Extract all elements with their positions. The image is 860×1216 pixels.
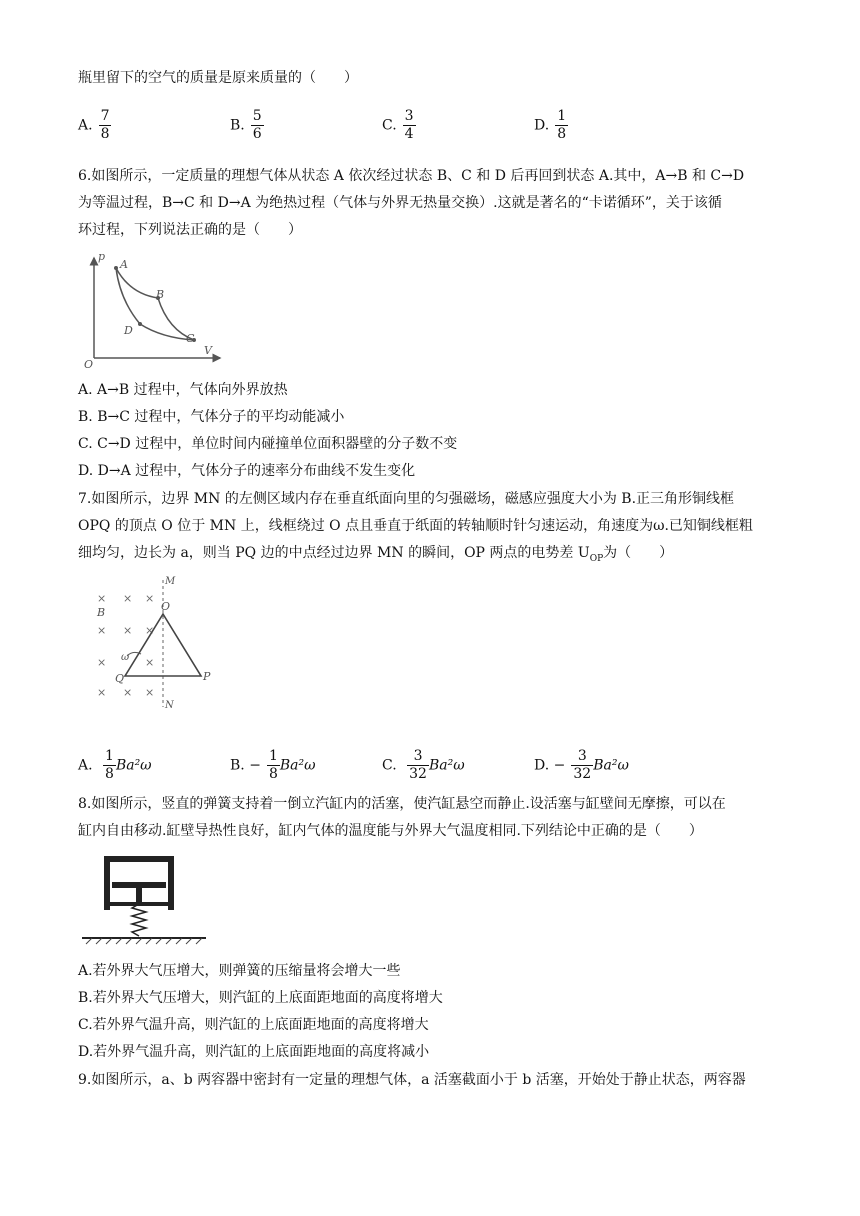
q5-option-c[interactable]: C. $\frac{3}{4}$ <box>382 108 414 142</box>
m-label: M <box>165 576 176 587</box>
origin-label: O <box>84 358 94 370</box>
q7-option-c[interactable]: C. $\frac{3}{32}$ Ba²ω <box>382 748 465 782</box>
point-d-label: D <box>124 324 133 337</box>
q7-option-d[interactable]: D. − $\frac{3}{32}$ Ba²ω <box>534 748 629 782</box>
q6-stem-line2: 为等温过程，B→C 和 D→A 为绝热过程（气体与外界无热量交换）.这就是著名的“卡诺循环”，关于该循 <box>78 195 722 211</box>
o-label: O <box>161 600 171 613</box>
point-b-label: B <box>156 288 165 301</box>
q7-option-a[interactable]: A. $\frac{1}{8}$ Ba²ω <box>78 748 152 782</box>
q8-option-d[interactable]: D.若外界气温升高，则汽缸的上底面距地面的高度将减小 <box>78 1044 430 1060</box>
q7-magnetic-field-diagram <box>85 572 245 710</box>
q8-stem-line2: 缸内自由移动.缸壁导热性良好，缸内气体的温度能与外界大气温度相同.下列结论中正确的是（ ） <box>78 823 703 839</box>
b-label: B <box>97 606 106 619</box>
q8-option-c[interactable]: C.若外界气温升高，则汽缸的上底面距地面的高度将增大 <box>78 1017 429 1033</box>
q5-option-a[interactable]: A. $\frac{7}{8}$ <box>78 108 110 142</box>
q6-stem-line3: 环过程，下列说法正确的是（ ） <box>78 222 302 238</box>
svg-text:×: × <box>97 656 107 669</box>
q6-pv-diagram <box>82 250 232 370</box>
v-axis-label: V <box>204 344 212 357</box>
q-label: Q <box>115 672 125 685</box>
q6-option-a[interactable]: A. A→B 过程中，气体向外界放热 <box>78 382 288 398</box>
svg-text:×: × <box>123 686 133 699</box>
q7-stem-line2: OPQ 的顶点 O 位于 MN 上，线框绕过 O 点且垂直于纸面的转轴顺时针匀速运动，角速度为ω.已知铜线框粗 <box>78 518 753 534</box>
omega-label: ω <box>121 652 130 663</box>
q6-option-d[interactable]: D. D→A 过程中，气体分子的速率分布曲线不发生变化 <box>78 463 416 479</box>
q8-option-a[interactable]: A.若外界大气压增大，则弹簧的压缩量将会增大一些 <box>78 963 401 979</box>
svg-text:×: × <box>145 656 155 669</box>
svg-text:×: × <box>145 686 155 699</box>
point-a-label: A <box>120 258 128 271</box>
p-axis-label: p <box>98 250 106 263</box>
point-c-label: C <box>186 332 195 345</box>
svg-text:×: × <box>97 686 107 699</box>
n-label: N <box>165 700 174 710</box>
q8-option-b[interactable]: B.若外界大气压增大，则汽缸的上底面距地面的高度将增大 <box>78 990 443 1006</box>
q6-option-b[interactable]: B. B→C 过程中，气体分子的平均动能减小 <box>78 409 345 425</box>
q7-stem-line1: 7.如图所示，边界 MN 的左侧区域内存在垂直纸面向里的匀强磁场，磁感应强度大小为 B.正三角形铜线框 <box>78 491 735 507</box>
q9-stem-line1: 9.如图所示，a、b 两容器中密封有一定量的理想气体，a 活塞截面小于 b 活塞，开始处于静止状态，两容器 <box>78 1072 746 1088</box>
svg-text:×: × <box>123 624 133 637</box>
svg-text:×: × <box>97 624 107 637</box>
p-label: P <box>203 670 211 683</box>
q6-stem-line1: 6.如图所示，一定质量的理想气体从状态 A 依次经过状态 B、C 和 D 后再回到状态 A.其中，A→B 和 C→D <box>78 168 745 184</box>
svg-text:×: × <box>145 592 155 605</box>
q7-option-b[interactable]: B. − $\frac{1}{8}$ Ba²ω <box>230 748 316 782</box>
q7-stem-line3: 细均匀，边长为 a，则当 PQ 边的中点经过边界 MN 的瞬间，OP 两点的电势差 $U_{OP}$为（ ） <box>78 545 674 564</box>
svg-text:×: × <box>145 624 155 637</box>
svg-text:×: × <box>123 592 133 605</box>
q8-cylinder-spring-diagram <box>80 852 210 948</box>
q5-option-b[interactable]: B. $\frac{5}{6}$ <box>230 108 262 142</box>
svg-text:×: × <box>97 592 107 605</box>
q8-stem-line1: 8.如图所示，竖直的弹簧支持着一倒立汽缸内的活塞，使汽缸悬空而静止.设活塞与缸壁间无摩擦，可以在 <box>78 796 726 812</box>
q5-stem: 瓶里留下的空气的质量是原来质量的（ ） <box>78 70 358 86</box>
q5-option-d[interactable]: D. $\frac{1}{8}$ <box>534 108 567 142</box>
q6-option-c[interactable]: C. C→D 过程中，单位时间内碰撞单位面积器壁的分子数不变 <box>78 436 458 452</box>
